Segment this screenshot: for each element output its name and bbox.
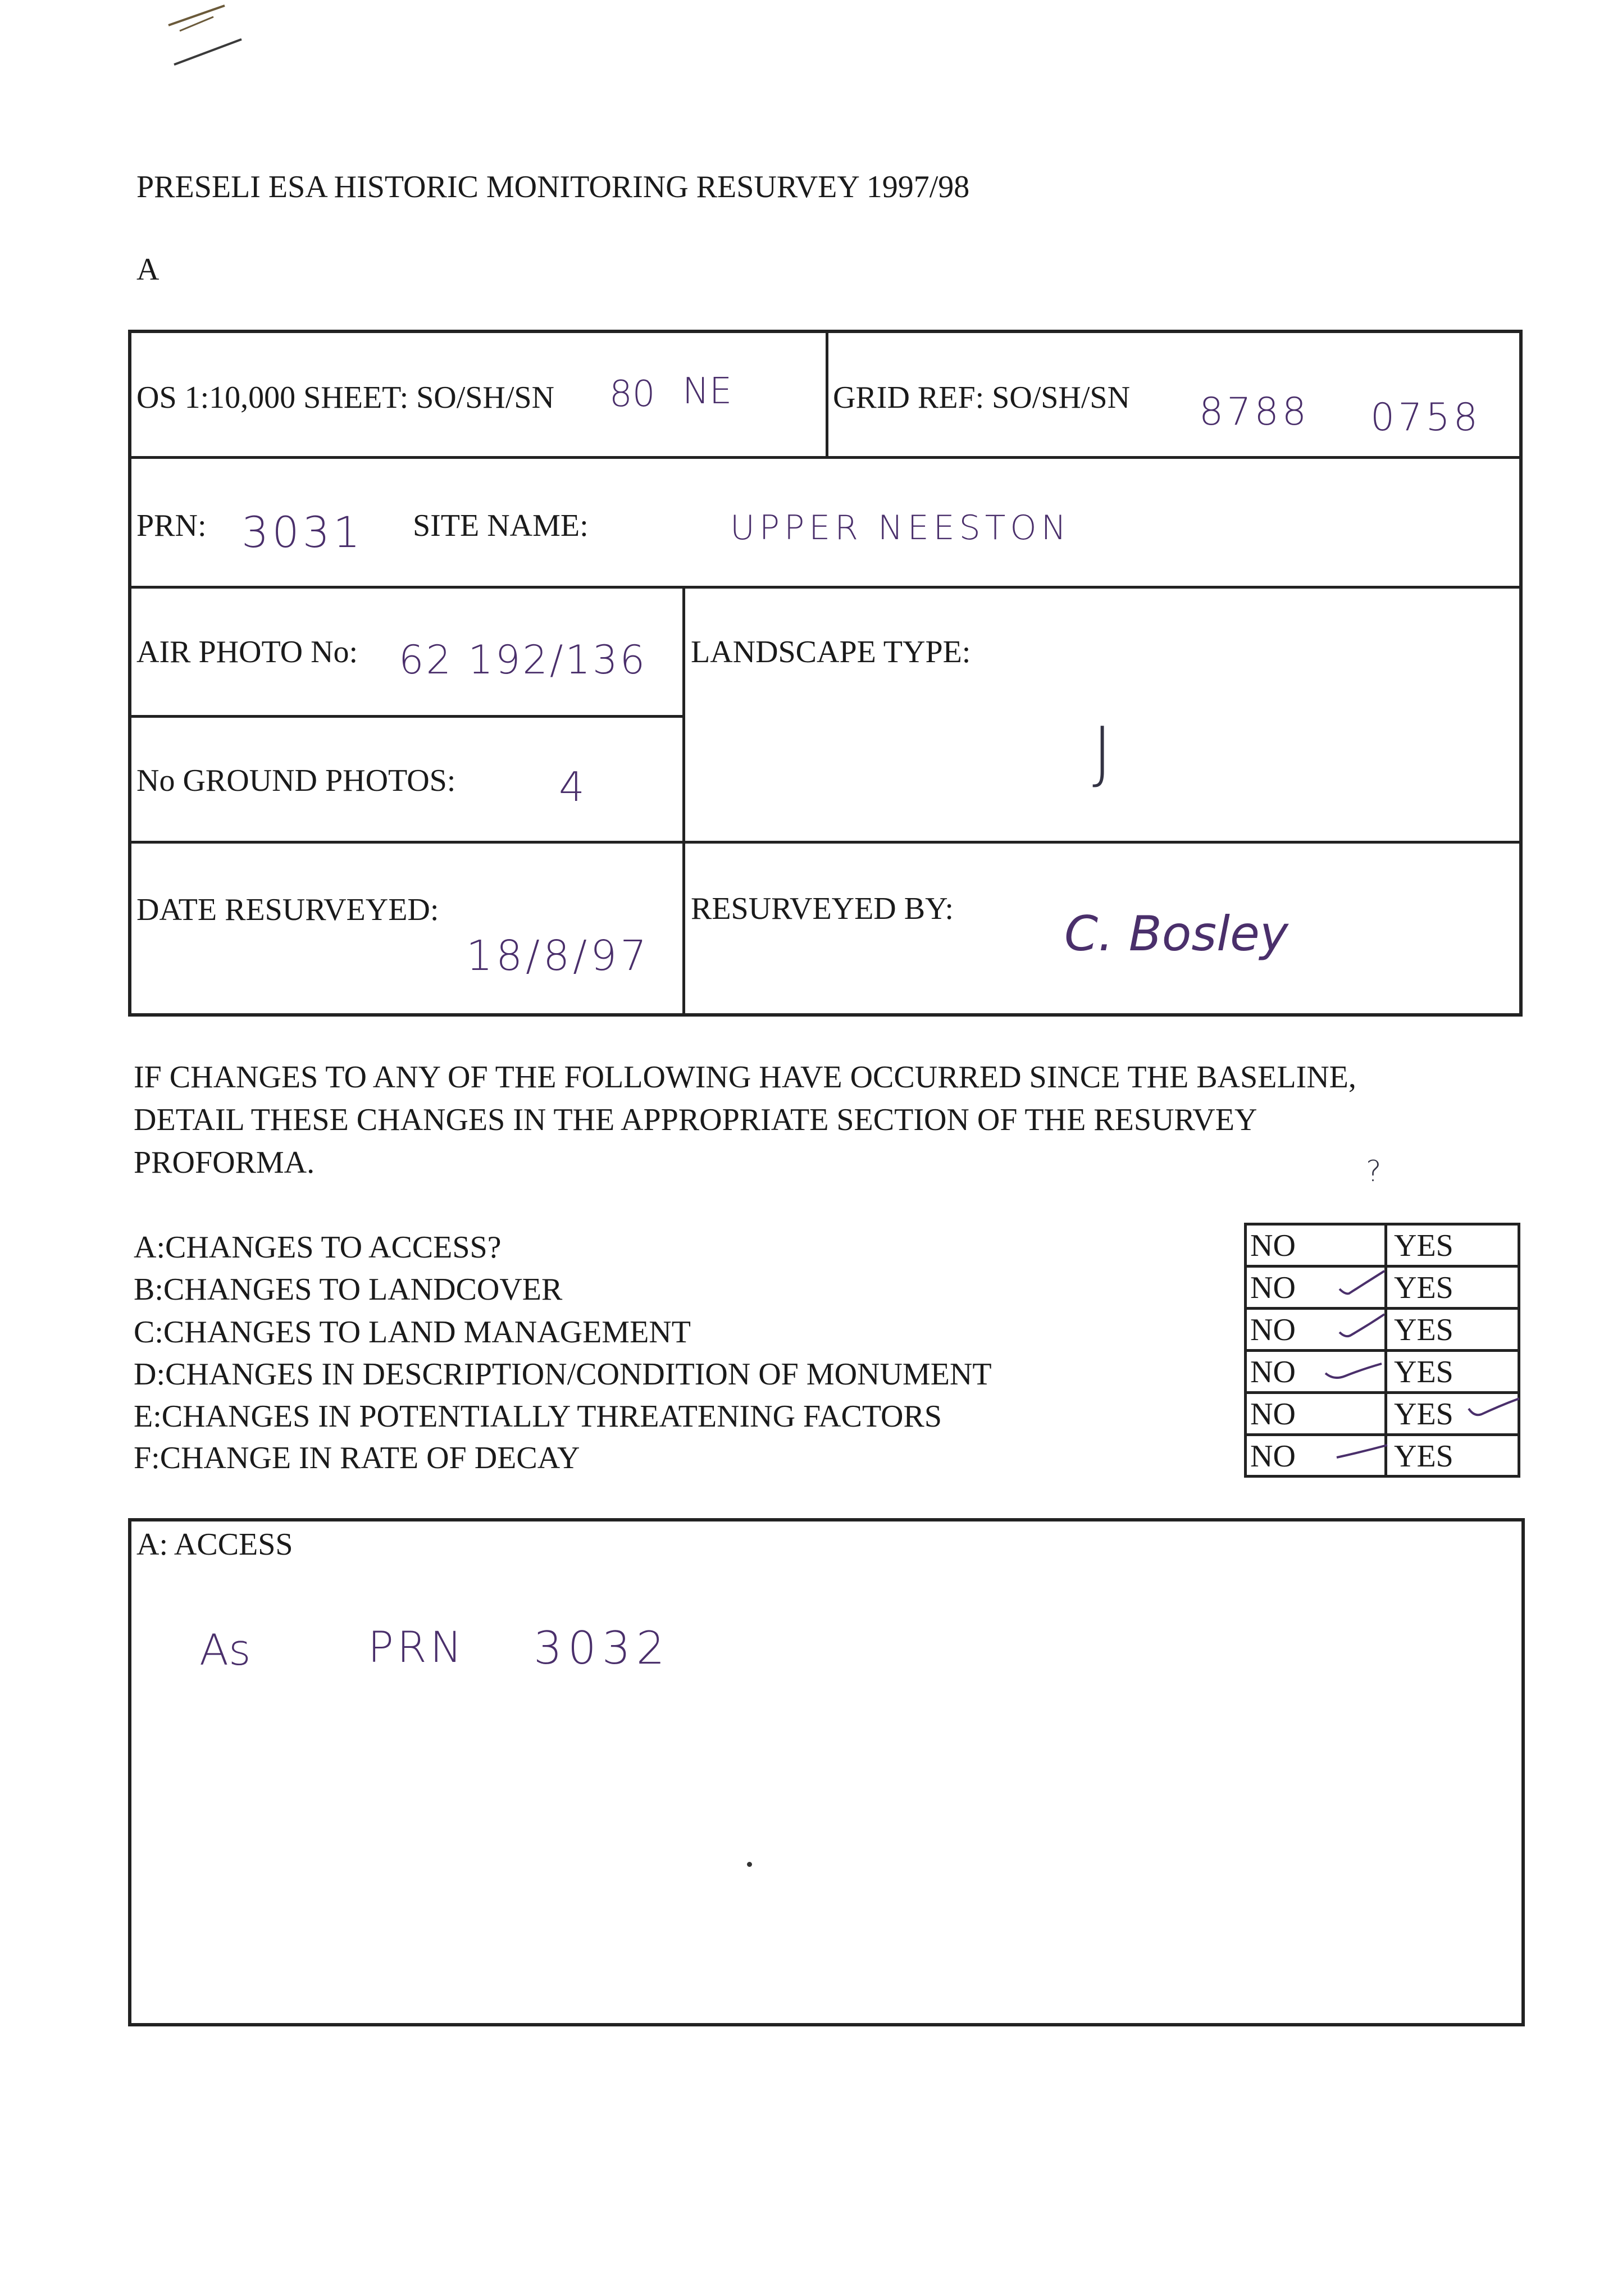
yes-option[interactable]: YES xyxy=(1394,1439,1454,1474)
margin-question-mark: ? xyxy=(1366,1155,1382,1188)
tick-mark-icon xyxy=(1337,1267,1387,1300)
instructions-line-1: IF CHANGES TO ANY OF THE FOLLOWING HAVE OCCURRED SINCE THE BASELINE, xyxy=(134,1060,1356,1095)
access-note-as: As xyxy=(199,1625,251,1675)
tick-mark-icon xyxy=(1466,1392,1522,1425)
access-section-box xyxy=(128,1518,1525,2026)
access-section-label: A: ACCESS xyxy=(136,1527,293,1562)
os-sheet-quadrant: NE xyxy=(682,371,732,412)
change-label-description: D:CHANGES IN DESCRIPTION/CONDITION OF MONUMENT xyxy=(134,1357,992,1392)
ground-photos-value: 4 xyxy=(559,763,585,810)
grid-divider xyxy=(826,330,828,456)
os-sheet-label: OS 1:10,000 SHEET: SO/SH/SN xyxy=(136,380,554,415)
site-name-label: SITE NAME: xyxy=(413,508,589,543)
yes-option[interactable]: YES xyxy=(1394,1228,1454,1263)
instructions-line-3: PROFORMA. xyxy=(134,1145,315,1180)
no-option[interactable]: NO xyxy=(1250,1397,1296,1432)
landscape-type-label: LANDSCAPE TYPE: xyxy=(691,635,971,669)
grid-ref-northing: 0758 xyxy=(1370,395,1482,440)
change-label-threatening-factors: E:CHANGES IN POTENTIALLY THREATENING FACTORS xyxy=(134,1399,942,1434)
site-name-value: UPPER NEESTON xyxy=(730,508,1071,548)
change-label-landcover: B:CHANGES TO LANDCOVER xyxy=(134,1272,563,1307)
grid-ref-easting: 8788 xyxy=(1199,390,1310,434)
yes-option[interactable]: YES xyxy=(1394,1355,1454,1390)
tick-mark-icon xyxy=(1323,1354,1384,1387)
grid-divider xyxy=(682,586,685,1017)
no-option[interactable]: NO xyxy=(1250,1270,1296,1305)
section-letter: A xyxy=(136,252,160,287)
no-option[interactable]: NO xyxy=(1250,1228,1296,1263)
yes-option[interactable]: YES xyxy=(1394,1397,1454,1432)
air-photo-label: AIR PHOTO No: xyxy=(136,635,358,669)
yes-option[interactable]: YES xyxy=(1394,1313,1454,1347)
resurveyed-by-label: RESURVEYED BY: xyxy=(691,891,954,926)
access-note-number: 3032 xyxy=(534,1622,671,1674)
form-title: PRESELI ESA HISTORIC MONITORING RESURVEY 1997/98 xyxy=(136,170,970,204)
no-option[interactable]: NO xyxy=(1250,1439,1296,1474)
change-label-rate-of-decay: F:CHANGE IN RATE OF DECAY xyxy=(134,1441,580,1475)
grid-ref-label: GRID REF: SO/SH/SN xyxy=(833,380,1131,415)
grid-divider xyxy=(128,841,1523,844)
grid-divider xyxy=(128,456,1523,459)
resurveyed-by-value: C. Bosley xyxy=(1064,906,1288,962)
date-resurveyed-label: DATE RESURVEYED: xyxy=(136,892,439,927)
os-sheet-value: 80 xyxy=(609,373,655,415)
table-row xyxy=(1247,1226,1518,1268)
change-label-access: A:CHANGES TO ACCESS? xyxy=(134,1230,502,1265)
grid-divider xyxy=(128,715,684,718)
access-note-prn: PRN xyxy=(368,1622,466,1672)
corner-pen-marks xyxy=(157,0,258,73)
date-resurveyed-value: 18/8/97 xyxy=(466,932,650,980)
grid-divider xyxy=(128,586,1523,589)
prn-value: 3031 xyxy=(242,507,364,557)
instructions-line-2: DETAIL THESE CHANGES IN THE APPROPRIATE SECTION OF THE RESURVEY xyxy=(134,1103,1257,1137)
tick-mark-icon xyxy=(1337,1309,1387,1342)
dash-mark-icon xyxy=(1334,1441,1390,1463)
landscape-type-value: J xyxy=(1092,713,1113,791)
no-option[interactable]: NO xyxy=(1250,1355,1296,1390)
prn-label: PRN: xyxy=(136,508,207,543)
change-label-land-management: C:CHANGES TO LAND MANAGEMENT xyxy=(134,1315,691,1350)
stray-ink-dot xyxy=(747,1862,752,1867)
no-option[interactable]: NO xyxy=(1250,1313,1296,1347)
ground-photos-label: No GROUND PHOTOS: xyxy=(136,763,456,798)
yes-option[interactable]: YES xyxy=(1394,1270,1454,1305)
air-photo-value: 62 192/136 xyxy=(399,637,648,683)
yes-no-table xyxy=(1244,1223,1520,1478)
